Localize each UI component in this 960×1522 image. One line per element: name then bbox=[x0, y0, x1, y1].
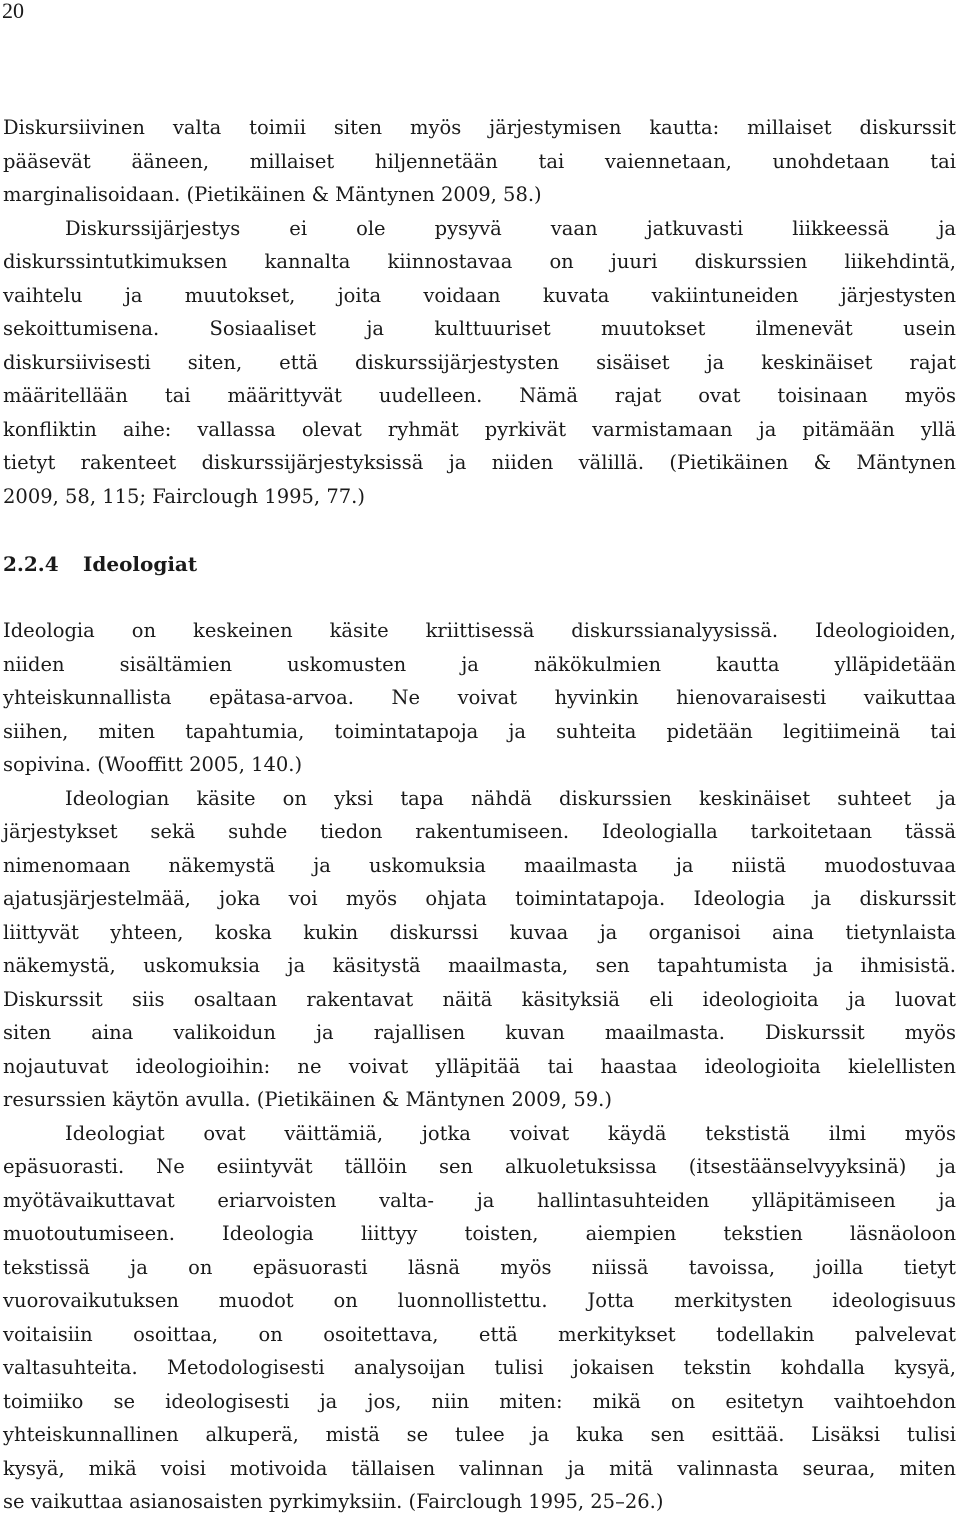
paragraph-ideologies bbox=[3, 614, 956, 1519]
page-number: 20 bbox=[2, 0, 24, 23]
text-line: järjestykset sekä suhde tiedon rakentumiseen. Ideologialla tarkoitetaan tässä bbox=[3, 820, 956, 843]
text-line: myötävaikuttavat eriarvoisten valta- ja hallintasuhteiden ylläpitämiseen ja bbox=[3, 1188, 956, 1212]
section-number: 2.2.4 bbox=[3, 552, 59, 576]
text-line: siten aina valikoidun ja rajallisen kuvan maailmasta. Diskurssit myös bbox=[3, 1021, 956, 1044]
text-line: valtasuhteita. Metodologisesti analysoijan tulisi jokaisen tekstin kohdalla kysyä, bbox=[3, 1356, 956, 1379]
text-line: Diskurssit siis osaltaan rakentavat näitä käsityksiä eli ideologioita ja luovat bbox=[3, 987, 956, 1011]
text-line: Diskurssijärjestys ei ole pysyvä vaan jatkuvasti liikkeessä ja bbox=[65, 216, 956, 240]
text-line: toimiiko se ideologisesti ja jos, niin miten: mikä on esitetyn vaihtoehdon bbox=[3, 1389, 956, 1413]
text-line: tietyt rakenteet diskurssijärjestyksissä ja niiden välillä. (Pietikäinen & Mäntynen bbox=[3, 451, 956, 474]
text-line: voitaisiin osoittaa, on osoitettava, että merkitykset todellakin palvelevat bbox=[3, 1322, 956, 1346]
text-line: näkemystä, uskomuksia ja käsitystä maailmasta, sen tapahtumista ja ihmisistä. bbox=[3, 954, 956, 977]
text-line: Ideologia on keskeinen käsite kriittisessä diskurssianalyysissä. Ideologioiden, bbox=[3, 619, 956, 642]
text-line: yhteiskunnallista epätasa-arvoa. Ne voivat hyvinkin hienovaraisesti vaikuttaa bbox=[3, 686, 956, 709]
text-line: marginalisoidaan. (Pietikäinen & Mäntynen 2009, 58.) bbox=[3, 183, 542, 206]
text-line: määritellään tai määrittyvät uudelleen. Nämä rajat ovat toisinaan myös bbox=[3, 384, 956, 407]
text-line: Ideologiat ovat väittämiä, jotka voivat käydä tekstistä ilmi myös bbox=[65, 1121, 956, 1145]
section-title: Ideologiat bbox=[83, 552, 198, 576]
text-line: yhteiskunnallinen alkuperä, mistä se tulee ja kuka sen esittää. Lisäksi tulisi bbox=[3, 1423, 956, 1446]
text-line: pääsevät ääneen, millaiset hiljennetään tai vaiennetaan, unohdetaan tai bbox=[3, 149, 956, 173]
text-line: Ideologian käsite on yksi tapa nähdä diskurssien keskinäiset suhteet ja bbox=[65, 786, 956, 810]
text-line: nimenomaan näkemystä ja uskomuksia maailmasta ja niistä muodostuvaa bbox=[3, 853, 956, 877]
text-line: niiden sisältämien uskomusten ja näkökulmien kautta ylläpidetään bbox=[3, 652, 956, 676]
text-line: 2009, 58, 115; Fairclough 1995, 77.) bbox=[3, 484, 365, 508]
text-line: resurssien käytön avulla. (Pietikäinen & Mäntynen 2009, 59.) bbox=[3, 1088, 612, 1111]
text-line: epäsuorasti. Ne esiintyvät tällöin sen alkuoletuksissa (itsestäänselvyyksinä) ja bbox=[3, 1155, 956, 1178]
text-line: nojautuvat ideologioihin: ne voivat ylläpitää tai haastaa ideologioita kielellisten bbox=[3, 1054, 956, 1078]
text-line: sopivina. (Wooffitt 2005, 140.) bbox=[3, 753, 303, 776]
text-line: siihen, miten tapahtumia, toimintatapoja ja suhteita pidetään legitiimeinä tai bbox=[3, 719, 956, 743]
text-line: diskursiivisesti siten, että diskurssijärjestysten sisäiset ja keskinäiset rajat bbox=[3, 350, 956, 374]
text-line: se vaikuttaa asianosaisten pyrkimyksiin. (Fairclough 1995, 25–26.) bbox=[3, 1490, 664, 1513]
text-line: diskurssintutkimuksen kannalta kiinnostavaa on juuri diskurssien liikehdintä, bbox=[3, 250, 956, 273]
paragraph-discursive-power bbox=[3, 111, 956, 513]
text-line: vaihtelu ja muutokset, joita voidaan kuvata vakiintuneiden järjestysten bbox=[3, 283, 956, 307]
text-line: tekstissä ja on epäsuorasti läsnä myös niissä tavoissa, joilla tietyt bbox=[3, 1255, 956, 1279]
text-line: muotoutumiseen. Ideologia liittyy toisten, aiempien tekstien läsnäoloon bbox=[3, 1222, 956, 1245]
text-line: sekoittumisena. Sosiaaliset ja kulttuuriset muutokset ilmenevät usein bbox=[3, 317, 956, 340]
text-line: liittyvät yhteen, koska kukin diskurssi kuvaa ja organisoi aina tietynlaista bbox=[3, 920, 956, 944]
text-line: ajatusjärjestelmää, joka voi myös ohjata toimintatapoja. Ideologia ja diskurssit bbox=[3, 887, 956, 910]
text-line: vuorovaikutuksen muodot on luonnollistettu. Jotta merkitysten ideologisuus bbox=[3, 1289, 956, 1312]
section-heading bbox=[3, 546, 197, 582]
text-line: Diskursiivinen valta toimii siten myös järjestymisen kautta: millaiset diskurssit bbox=[3, 116, 956, 139]
text-line: konfliktin aihe: vallassa olevat ryhmät pyrkivät varmistamaan ja pitämään yllä bbox=[3, 417, 956, 441]
text-line: kysyä, mikä voisi motivoida tällaisen valinnan ja mitä valinnasta seuraa, miten bbox=[3, 1456, 956, 1480]
